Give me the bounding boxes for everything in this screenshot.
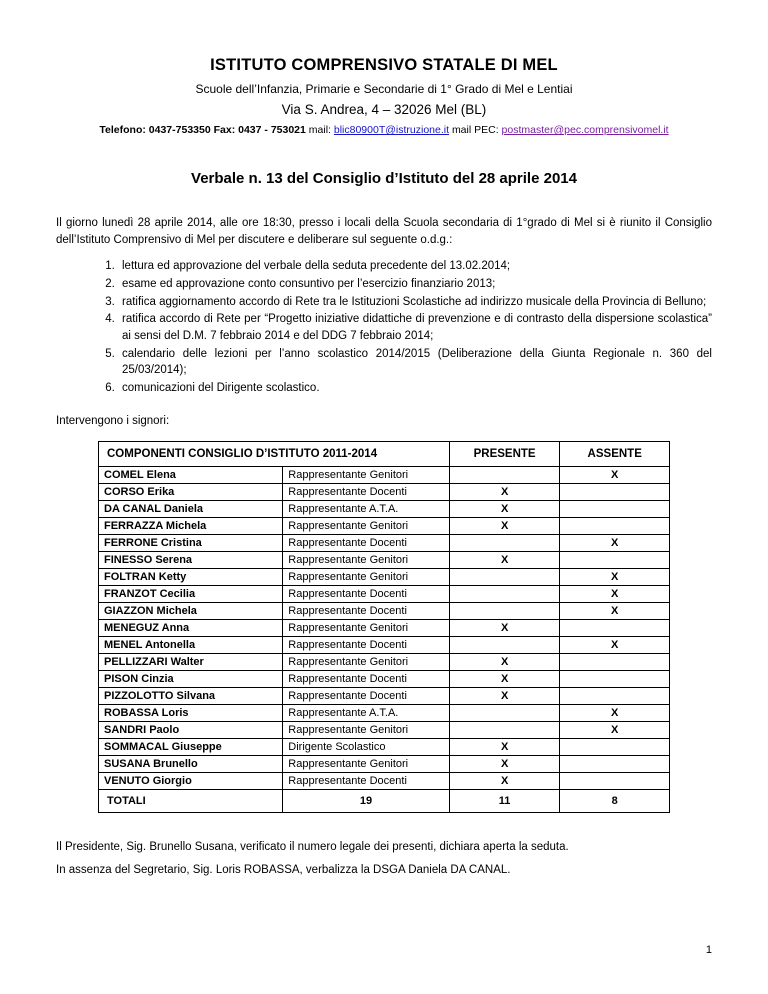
member-name: COMEL Elena bbox=[99, 467, 283, 484]
member-present: X bbox=[449, 552, 560, 569]
table-row bbox=[99, 773, 670, 790]
member-absent bbox=[560, 620, 670, 637]
member-absent bbox=[560, 654, 670, 671]
member-role: Rappresentante Genitori bbox=[283, 518, 450, 535]
member-role: Rappresentante Docenti bbox=[283, 688, 450, 705]
table-row bbox=[99, 535, 670, 552]
table-row bbox=[99, 739, 670, 756]
member-role: Rappresentante Docenti bbox=[283, 586, 450, 603]
member-present bbox=[449, 722, 560, 739]
member-name: FOLTRAN Ketty bbox=[99, 569, 283, 586]
totals-present: 11 bbox=[449, 790, 560, 813]
closing-line-2: In assenza del Segretario, Sig. Loris ROBASSA, verbalizza la DSGA Daniela DA CANAL. bbox=[56, 864, 511, 877]
member-absent: X bbox=[560, 637, 670, 654]
phone-value: 0437-753350 bbox=[148, 124, 211, 136]
member-absent: X bbox=[560, 569, 670, 586]
list-item: 4. ratifica accordo di Rete per “Progetto iniziative didattiche di prevenzione e di contrasto della dispersione scolastica” ai sensi del D.M. 7 febbraio 2014 e del DDG 7 febbraio 2014; bbox=[118, 311, 712, 344]
list-item: 2. esame ed approvazione conto consuntivo per l’esercizio finanziario 2013; bbox=[118, 276, 712, 293]
member-role: Rappresentante Genitori bbox=[283, 722, 450, 739]
member-role: Rappresentante Genitori bbox=[283, 467, 450, 484]
member-role: Rappresentante Docenti bbox=[283, 535, 450, 552]
member-name: SANDRI Paolo bbox=[99, 722, 283, 739]
member-role: Rappresentante Genitori bbox=[283, 552, 450, 569]
member-name: PELLIZZARI Walter bbox=[99, 654, 283, 671]
fax-label: Fax: bbox=[213, 124, 236, 136]
member-name: PISON Cinzia bbox=[99, 671, 283, 688]
member-role: Rappresentante Docenti bbox=[283, 484, 450, 501]
member-role: Dirigente Scolastico bbox=[283, 739, 450, 756]
member-present bbox=[449, 637, 560, 654]
table-row bbox=[99, 637, 670, 654]
member-name: VENUTO Giorgio bbox=[99, 773, 283, 790]
member-role: Rappresentante Genitori bbox=[283, 569, 450, 586]
fax-value: 0437 - 753021 bbox=[238, 124, 306, 136]
member-present: X bbox=[449, 501, 560, 518]
closing-block bbox=[56, 839, 712, 878]
table-row bbox=[99, 552, 670, 569]
totals-count: 19 bbox=[283, 790, 450, 813]
member-name: MENEL Antonella bbox=[99, 637, 283, 654]
member-present bbox=[449, 705, 560, 722]
email-link[interactable]: blic80900T@istruzione.it bbox=[333, 124, 450, 136]
list-item: 3. ratifica aggiornamento accordo di Rete tra le Istituzioni Scolastiche ad indirizzo musicale della Provincia di Belluno; bbox=[118, 294, 712, 311]
totals-absent: 8 bbox=[560, 790, 670, 813]
member-role: Rappresentante Docenti bbox=[283, 671, 450, 688]
members-table bbox=[98, 441, 670, 813]
phone-label: Telefono: bbox=[99, 124, 146, 136]
table-row bbox=[99, 603, 670, 620]
school-subtitle: Scuole dell’Infanzia, Primarie e Secondarie di 1° Grado di Mel e Lentiai bbox=[195, 82, 573, 96]
table-row bbox=[99, 518, 670, 535]
member-name: ROBASSA Loris bbox=[99, 705, 283, 722]
member-absent bbox=[560, 552, 670, 569]
member-name: FRANZOT Cecilia bbox=[99, 586, 283, 603]
member-absent bbox=[560, 688, 670, 705]
member-present: X bbox=[449, 518, 560, 535]
list-item: 5. calendario delle lezioni per l’anno scolastico 2014/2015 (Deliberazione della Giunta Regionale n. 360 del 25/03/2014); bbox=[118, 346, 712, 379]
member-role: Rappresentante Docenti bbox=[283, 637, 450, 654]
member-name: SOMMACAL Giuseppe bbox=[99, 739, 283, 756]
member-absent bbox=[560, 739, 670, 756]
member-absent bbox=[560, 501, 670, 518]
member-name: DA CANAL Daniela bbox=[99, 501, 283, 518]
mail-label: mail: bbox=[308, 124, 331, 136]
agenda-list bbox=[56, 258, 712, 396]
intervengono-label: Intervengono i signori: bbox=[56, 414, 170, 427]
member-role: Rappresentante Docenti bbox=[283, 773, 450, 790]
member-name: FERRONE Cristina bbox=[99, 535, 283, 552]
pec-label: mail PEC: bbox=[451, 124, 499, 136]
member-name: FERRAZZA Michela bbox=[99, 518, 283, 535]
member-absent: X bbox=[560, 467, 670, 484]
member-present bbox=[449, 586, 560, 603]
member-name: SUSANA Brunello bbox=[99, 756, 283, 773]
member-present: X bbox=[449, 671, 560, 688]
member-present: X bbox=[449, 688, 560, 705]
closing-line-1: Il Presidente, Sig. Brunello Susana, verificato il numero legale dei presenti, dichiara aperta la seduta. bbox=[56, 841, 569, 854]
member-role: Rappresentante Docenti bbox=[283, 603, 450, 620]
member-absent bbox=[560, 671, 670, 688]
table-totals-row bbox=[99, 790, 670, 813]
member-present: X bbox=[449, 773, 560, 790]
table-row bbox=[99, 654, 670, 671]
member-role: Rappresentante Genitori bbox=[283, 756, 450, 773]
member-absent bbox=[560, 484, 670, 501]
table-row bbox=[99, 722, 670, 739]
header-components: COMPONENTI CONSIGLIO D’ISTITUTO 2011-2014 bbox=[99, 442, 450, 467]
school-title: ISTITUTO COMPRENSIVO STATALE DI MEL bbox=[210, 56, 558, 74]
member-absent: X bbox=[560, 603, 670, 620]
member-role: Rappresentante A.T.A. bbox=[283, 705, 450, 722]
member-present: X bbox=[449, 484, 560, 501]
member-name: CORSO Erika bbox=[99, 484, 283, 501]
member-role: Rappresentante Genitori bbox=[283, 654, 450, 671]
member-absent bbox=[560, 773, 670, 790]
school-address: Via S. Andrea, 4 – 32026 Mel (BL) bbox=[281, 102, 487, 117]
member-role: Rappresentante Genitori bbox=[283, 620, 450, 637]
table-row bbox=[99, 671, 670, 688]
table-row bbox=[99, 484, 670, 501]
table-row bbox=[99, 688, 670, 705]
member-absent: X bbox=[560, 535, 670, 552]
member-name: FINESSO Serena bbox=[99, 552, 283, 569]
list-item: 1. lettura ed approvazione del verbale della seduta precedente del 13.02.2014; bbox=[118, 258, 712, 275]
member-present: X bbox=[449, 739, 560, 756]
table-row bbox=[99, 569, 670, 586]
member-present bbox=[449, 467, 560, 484]
member-present: X bbox=[449, 756, 560, 773]
member-name: MENEGUZ Anna bbox=[99, 620, 283, 637]
intro-paragraph: Il giorno lunedì 28 aprile 2014, alle ore 18:30, presso i locali della Scuola secondaria di 1°grado di Mel si è riunito il Consiglio dell’Istituto Comprensivo di Mel per discutere e deliberare sul seguente o.d.g.: bbox=[56, 217, 712, 246]
letterhead bbox=[56, 56, 712, 136]
table-row bbox=[99, 501, 670, 518]
member-absent bbox=[560, 756, 670, 773]
member-absent: X bbox=[560, 722, 670, 739]
header-absent: ASSENTE bbox=[560, 442, 670, 467]
list-item: 6. comunicazioni del Dirigente scolastico. bbox=[118, 380, 712, 397]
table-row bbox=[99, 467, 670, 484]
member-name: PIZZOLOTTO Silvana bbox=[99, 688, 283, 705]
table-row bbox=[99, 620, 670, 637]
table-header-row bbox=[99, 442, 670, 467]
member-absent bbox=[560, 518, 670, 535]
member-absent: X bbox=[560, 705, 670, 722]
table-row bbox=[99, 586, 670, 603]
member-present: X bbox=[449, 620, 560, 637]
header-present: PRESENTE bbox=[449, 442, 560, 467]
page-title: Verbale n. 13 del Consiglio d’Istituto del 28 aprile 2014 bbox=[191, 170, 577, 187]
table-row bbox=[99, 756, 670, 773]
table-row bbox=[99, 705, 670, 722]
member-present bbox=[449, 535, 560, 552]
member-name: GIAZZON Michela bbox=[99, 603, 283, 620]
member-present bbox=[449, 569, 560, 586]
member-role: Rappresentante A.T.A. bbox=[283, 501, 450, 518]
totals-label: TOTALI bbox=[99, 790, 283, 813]
pec-email-link[interactable]: postmaster@pec.comprensivomel.it bbox=[501, 124, 669, 136]
page-number: 1 bbox=[705, 944, 712, 956]
member-present: X bbox=[449, 654, 560, 671]
member-present bbox=[449, 603, 560, 620]
member-absent: X bbox=[560, 586, 670, 603]
contact-line bbox=[56, 124, 712, 136]
